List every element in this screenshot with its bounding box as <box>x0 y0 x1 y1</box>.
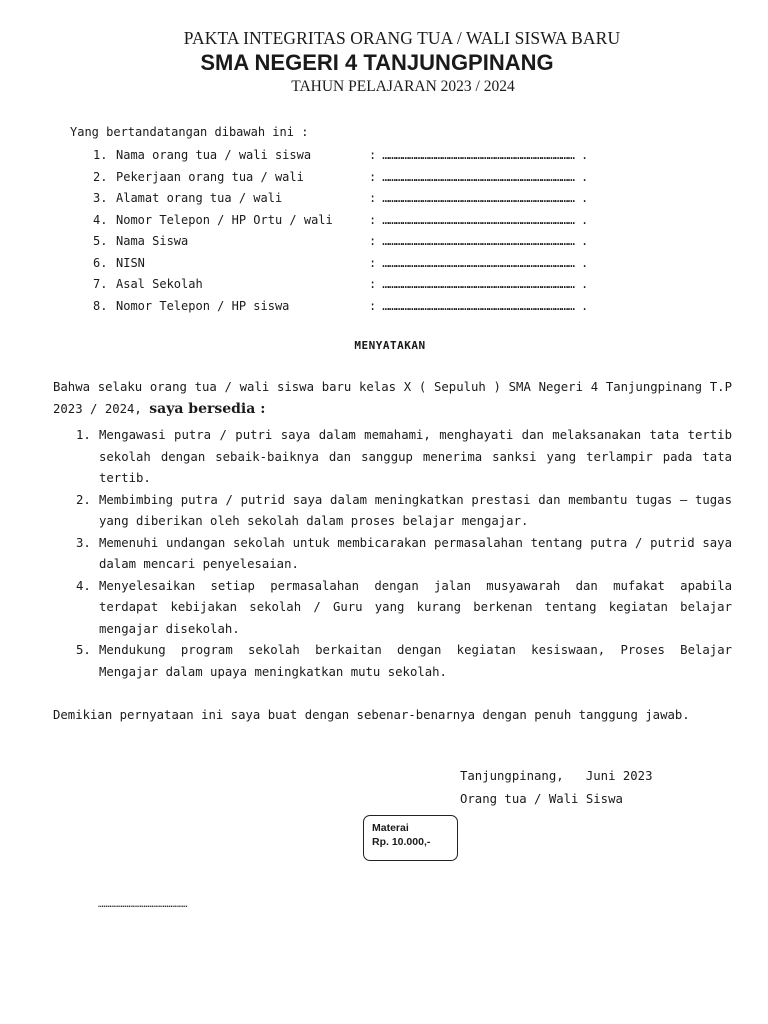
field-label: Pekerjaan orang tua / wali <box>116 169 304 184</box>
field-blank: : …………………………………………………………………………… . <box>369 277 588 291</box>
section-heading: MENYATAKAN <box>354 339 426 352</box>
field-label: NISN <box>116 255 145 270</box>
field-blank: : …………………………………………………………………………… . <box>369 169 588 184</box>
intro-text: Yang bertandatangan dibawah ini : <box>70 125 309 139</box>
field-label: Nomor Telepon / HP Ortu / wali <box>116 212 333 227</box>
list-item <box>76 576 732 641</box>
list-text: Mengawasi putra / putri saya dalam memahami, menghayati dan melaksanakan tata tertib sekolah dengan sebaik-baiknya dan sanggup menerima sanksi yang terlampir pada tata tertib. <box>99 428 732 485</box>
list-item <box>76 490 732 533</box>
list-item <box>76 425 732 490</box>
list-text: Menyelesaikan setiap permasalahan dengan jalan musyawarah dan mufakat apabila terdapat kebijakan sekolah / Guru yang kurang berkenan tentang kegiatan belajar mengajar disekolah. <box>99 578 732 636</box>
closing-paragraph: Demikian pernyataan ini saya buat dengan sebenar-benarnya dengan penuh tanggung jawab. <box>53 708 690 722</box>
field-label: Nama Siswa <box>116 234 189 248</box>
list-text: Mendukung program sekolah berkaitan dengan kegiatan kesiswaan, Proses Belajar Mengajar dalam upaya meningkatkan mutu sekolah. <box>99 643 732 679</box>
signer-role: Orang tua / Wali Siswa <box>460 792 623 806</box>
statement-text: Bahwa selaku orang tua / wali siswa baru kelas X ( Sepuluh ) SMA Negeri 4 Tanjungpinang T.P 2023 / 2024, <box>53 380 732 416</box>
field-number: 5. <box>93 234 108 248</box>
list-text: Membimbing putra / putrid saya dalam meningkatkan prestasi dan membantu tugas – tugas yang diberikan oleh sekolah dalam proses belajar mengajar. <box>99 492 732 528</box>
academic-year: TAHUN PELAJARAN 2023 / 2024 <box>291 78 515 95</box>
field-blank: : …………………………………………………………………………… . <box>369 234 588 248</box>
field-number: 1. <box>93 148 108 162</box>
signature-name-line: …………………………………………………………… <box>98 900 186 910</box>
field-number: 3. <box>93 191 108 205</box>
list-item <box>76 640 732 683</box>
field-blank: : …………………………………………………………………………… . <box>369 298 588 313</box>
field-blank: : …………………………………………………………………………… . <box>369 255 588 270</box>
school-name: SMA NEGERI 4 TANJUNGPINANG <box>200 50 554 75</box>
field-blank: : …………………………………………………………………………… . <box>369 148 588 162</box>
header-title: PAKTA INTEGRITAS ORANG TUA / WALI SISWA BARU <box>183 28 621 48</box>
list-number: 1. <box>76 428 91 442</box>
field-blank: : …………………………………………………………………………… . <box>369 191 588 205</box>
stamp-amount: Rp. 10.000,- <box>372 836 431 848</box>
field-number: 8. <box>93 298 108 313</box>
field-blank: : …………………………………………………………………………… . <box>369 212 588 227</box>
list-number: 2. <box>76 492 91 507</box>
commitment-list <box>76 425 732 683</box>
list-number: 4. <box>76 578 91 593</box>
field-label: Nomor Telepon / HP siswa <box>116 298 290 313</box>
list-number: 3. <box>76 535 91 550</box>
stamp-box <box>363 815 458 861</box>
field-number: 7. <box>93 277 108 291</box>
field-number: 2. <box>93 169 108 184</box>
stamp-label: Materai <box>372 822 409 834</box>
list-number: 5. <box>76 643 91 657</box>
place-date: Tanjungpinang, Juni 2023 <box>460 769 653 783</box>
statement-paragraph <box>53 377 732 420</box>
field-label: Alamat orang tua / wali <box>116 191 283 205</box>
field-label: Nama orang tua / wali siswa <box>116 148 312 162</box>
statement-bold: saya bersedia : <box>149 400 266 417</box>
field-number: 6. <box>93 255 108 270</box>
field-label: Asal Sekolah <box>116 277 203 291</box>
list-text: Memenuhi undangan sekolah untuk membicarakan permasalahan tentang putra / putrid saya dalam mencari penyelesaian. <box>99 535 732 571</box>
field-number: 4. <box>93 212 108 227</box>
list-item <box>76 533 732 576</box>
